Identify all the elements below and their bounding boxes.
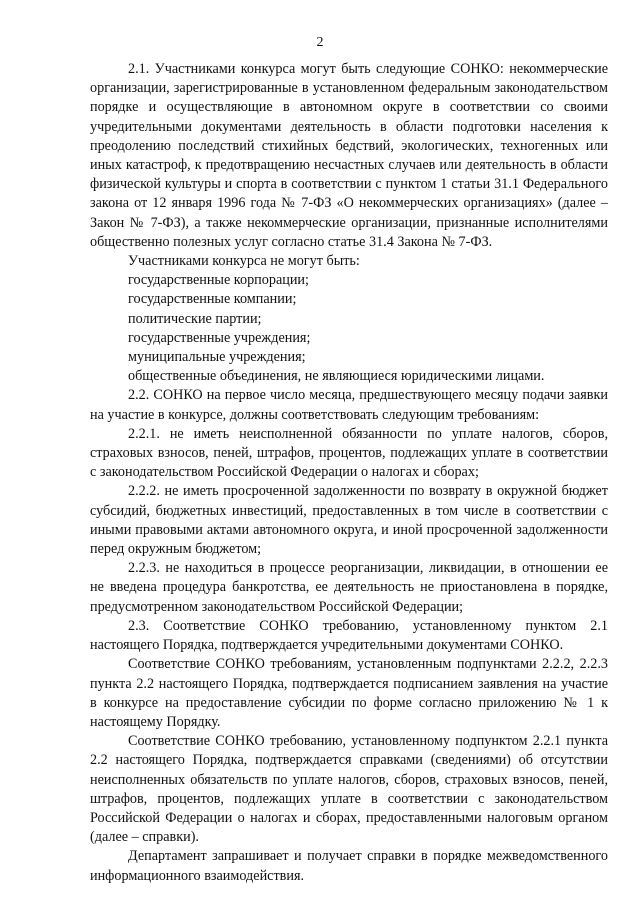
paragraph-compliance-2-2-1: Соответствие СОНКО требованию, установленному подпунктом 2.2.1 пункта 2.2 настоящего Порядка, подтверждается справками (сведениями) об отсутствии неисполненных обязательств по уплате налогов, сборов, страховых взносов, пеней, штрафов, процентов, подлежащих уплате в соответствии с законодательством Российской Федерации о налогах и сборах, предоставленными налоговым органом (далее – справки).	[90, 733, 608, 846]
list-item: государственные компании;	[128, 291, 297, 308]
paragraph-2-3: 2.3. Соответствие СОНКО требованию, установленному пунктом 2.1 настоящего Порядка, подтверждается учредительными документами СОНКО.	[90, 617, 608, 654]
paragraph-2-2: 2.2. СОНКО на первое число месяца, предшествующего месяцу подачи заявки на участие в конкурсе, должны соответствовать следующим требованиям:	[90, 387, 608, 423]
paragraph-compliance-2-2-2: Соответствие СОНКО требованиям, установленным подпунктами 2.2.2, 2.2.3 пункта 2.2 настоящего Порядка, подтверждается подписанием заявления на участие в конкурсе на предоставление субсидии по форме согласно приложению № 1 к настоящему Порядку.	[90, 656, 608, 730]
paragraph-2-2-1: 2.2.1. не иметь неисполненной обязанности по уплате налогов, сборов, страховых взносов, пеней, штрафов, процентов, подлежащих уплате в соответствии с законодательством Российской Федерации о налогах и сборах;	[90, 425, 608, 481]
list-item: государственные учреждения;	[128, 329, 311, 346]
list-item: общественные объединения, не являющиеся юридическими лицами.	[128, 368, 545, 385]
paragraph-2-2-2: 2.2.2. не иметь просроченной задолженности по возврату в окружной бюджет субсидий, бюджетных инвестиций, предоставленных в том числе в соответствии с иными правовыми актами автономного округа, и иной просроченной задолженности перед окружным бюджетом;	[90, 483, 608, 558]
list-item: муниципальные учреждения;	[128, 349, 306, 366]
paragraph-2-2-3: 2.2.3. не находиться в процессе реорганизации, ликвидации, в отношении ее не введена процедура банкротства, ее деятельность не приостановлена в порядке, предусмотренном законодательством Российской Федерации;	[90, 560, 608, 615]
list-item: политические партии;	[128, 310, 262, 327]
document-body	[90, 60, 608, 886]
page-number: 2	[316, 35, 324, 50]
list-intro: Участниками конкурса не могут быть:	[128, 253, 360, 270]
paragraph-2-1: 2.1. Участниками конкурса могут быть следующие СОНКО: некоммерческие организации, зарегистрированные в установленном федеральным законодательством порядке и осуществляющие в автономном округе в соответствии со своими учредительными документами деятельность в области подготовки населения к преодолению последствий стихийных бедствий, экологических, техногенных или иных катастроф, к предотвращению несчастных случаев или деятельность в области физической культуры и спорта в соответствии с пунктом 1 статьи 31.1 Федерального закона от 12 января 1996 года № 7-ФЗ «О некоммерческих организациях» (далее – Закон № 7-ФЗ), а также некоммерческие организации, признанные исполнителями общественно полезных услуг согласно статье 31.4 Закона № 7-ФЗ.	[90, 61, 608, 250]
list-item: государственные корпорации;	[128, 272, 309, 289]
paragraph-department: Департамент запрашивает и получает справки в порядке межведомственного информационного взаимодействия.	[90, 848, 608, 884]
